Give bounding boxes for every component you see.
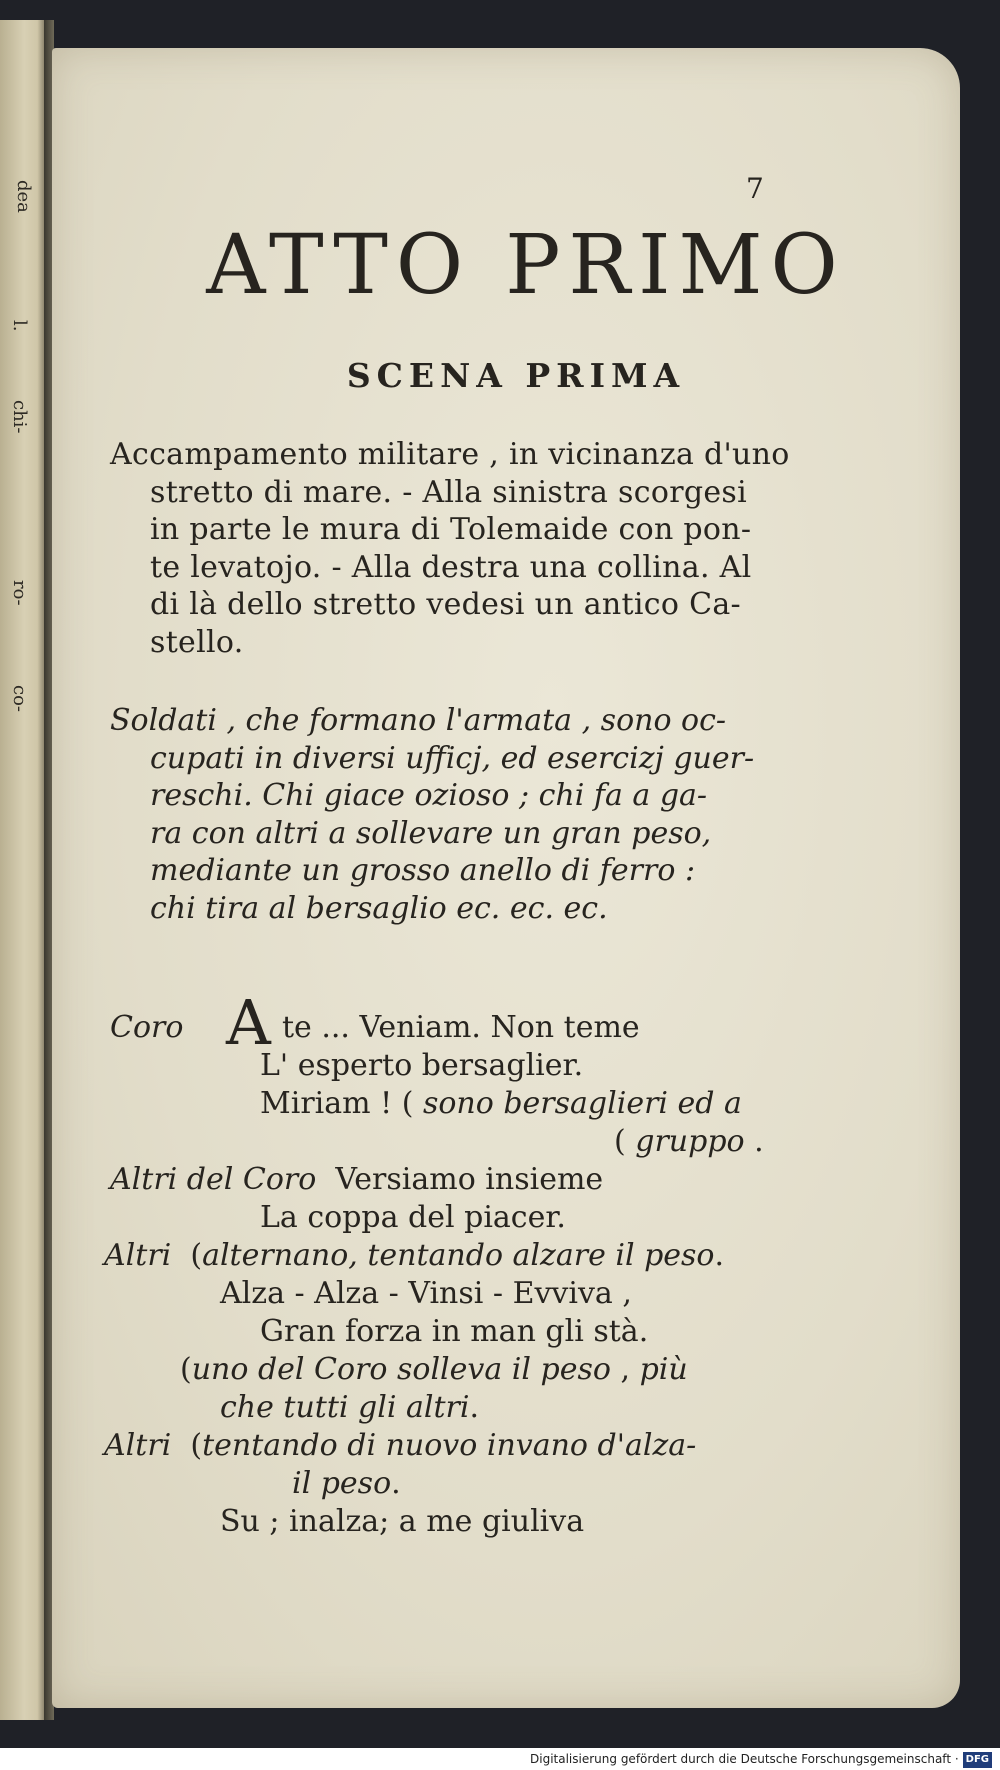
scene-description: [110, 436, 865, 661]
stage-line: cupati in diversi ufficj, ed esercizj guer-: [150, 740, 755, 776]
inline-direction: che tutti gli altri: [220, 1390, 470, 1425]
facing-page-fragment: co-: [9, 685, 30, 712]
description-line: di là dello stretto vedesi un antico Ca-: [150, 587, 741, 622]
paren: (: [180, 1352, 192, 1387]
description-line: stretto di mare. - Alla sinistra scorgesi: [150, 474, 748, 510]
inline-direction: alternano, tentando alzare il peso: [202, 1238, 715, 1273]
period: .: [754, 1124, 764, 1159]
verse-line: Su ; inalza; a me giuliva: [220, 1504, 585, 1539]
verse-text: Miriam ! (: [260, 1086, 414, 1121]
speaker-label: Altri del Coro: [110, 1162, 317, 1197]
verse-line: te ... Veniam. Non teme: [282, 1010, 640, 1045]
description-line: in parte le mura di Tolemaide con pon-: [150, 512, 752, 547]
inline-direction: il peso: [292, 1466, 392, 1501]
comma: ,: [620, 1352, 631, 1387]
page-number: 7: [746, 172, 764, 205]
stage-line: chi tira al bersaglio ec. ec. ec.: [150, 890, 608, 926]
stage-line: mediante un grosso anello di ferro :: [150, 853, 696, 888]
verse-line: [110, 1162, 603, 1197]
facing-page-edge: [0, 20, 44, 1720]
description-line: Accampamento militare , in vicinanza d'uno: [110, 437, 790, 472]
stage-line: Soldati , che formano l'armata , sono oc-: [110, 703, 727, 738]
facing-page-fragment: ro-: [9, 580, 30, 606]
description-line: te levatojo. - Alla destra una collina. Al: [150, 549, 752, 585]
footer-text: Digitalisierung gefördert durch die Deutsche Forschungsgemeinschaft ·: [530, 1752, 959, 1766]
verse-line: [104, 1428, 696, 1463]
book-page: [52, 48, 960, 1708]
digitization-footer: [0, 1748, 1000, 1770]
verse-line: [614, 1124, 764, 1159]
act-title: ATTO PRIMO: [206, 218, 846, 313]
verse-line: [220, 1390, 479, 1425]
facing-page-fragment: dea: [13, 180, 34, 213]
period: .: [714, 1238, 725, 1273]
stage-direction: [110, 702, 865, 927]
speaker-label: Coro: [110, 1010, 184, 1045]
facing-page-fragment: chi-: [9, 400, 30, 434]
inline-direction: più: [639, 1352, 688, 1387]
description-line: stello.: [150, 624, 244, 660]
inline-direction: gruppo: [635, 1124, 745, 1159]
scene-title: SCENA PRIMA: [346, 356, 686, 395]
period: .: [469, 1390, 479, 1425]
verse-line: [292, 1466, 401, 1501]
paren: (: [190, 1428, 203, 1463]
period: .: [391, 1466, 401, 1501]
verse-text: Versiamo insieme: [335, 1162, 604, 1197]
verse-line: [260, 1086, 742, 1121]
verse-line: La coppa del piacer.: [260, 1200, 566, 1235]
verse-line: L' esperto bersaglier.: [260, 1048, 584, 1083]
verse-line: [104, 1238, 724, 1273]
stage-line: ra con altri a sollevare un gran peso,: [150, 815, 712, 851]
inline-direction: tentando di nuovo invano d'alza-: [202, 1428, 697, 1463]
paren: (: [190, 1238, 203, 1273]
inline-direction: uno del Coro solleva il peso: [191, 1352, 611, 1387]
stage-line: reschi. Chi giace ozioso ; chi fa a ga-: [150, 778, 708, 813]
paren: (: [614, 1124, 626, 1159]
speaker-label: Altri: [104, 1428, 172, 1463]
verse-line: Gran forza in man gli stà.: [260, 1314, 649, 1349]
drop-cap: A: [226, 986, 271, 1059]
facing-page-fragment: l.: [9, 320, 30, 332]
verse-line: Alza - Alza - Vinsi - Evviva ,: [220, 1276, 632, 1311]
inline-direction: sono bersaglieri ed a: [422, 1086, 742, 1121]
verse-line: [180, 1352, 688, 1387]
speaker-label: Altri: [104, 1238, 172, 1273]
dfg-logo: DFG: [963, 1752, 992, 1768]
